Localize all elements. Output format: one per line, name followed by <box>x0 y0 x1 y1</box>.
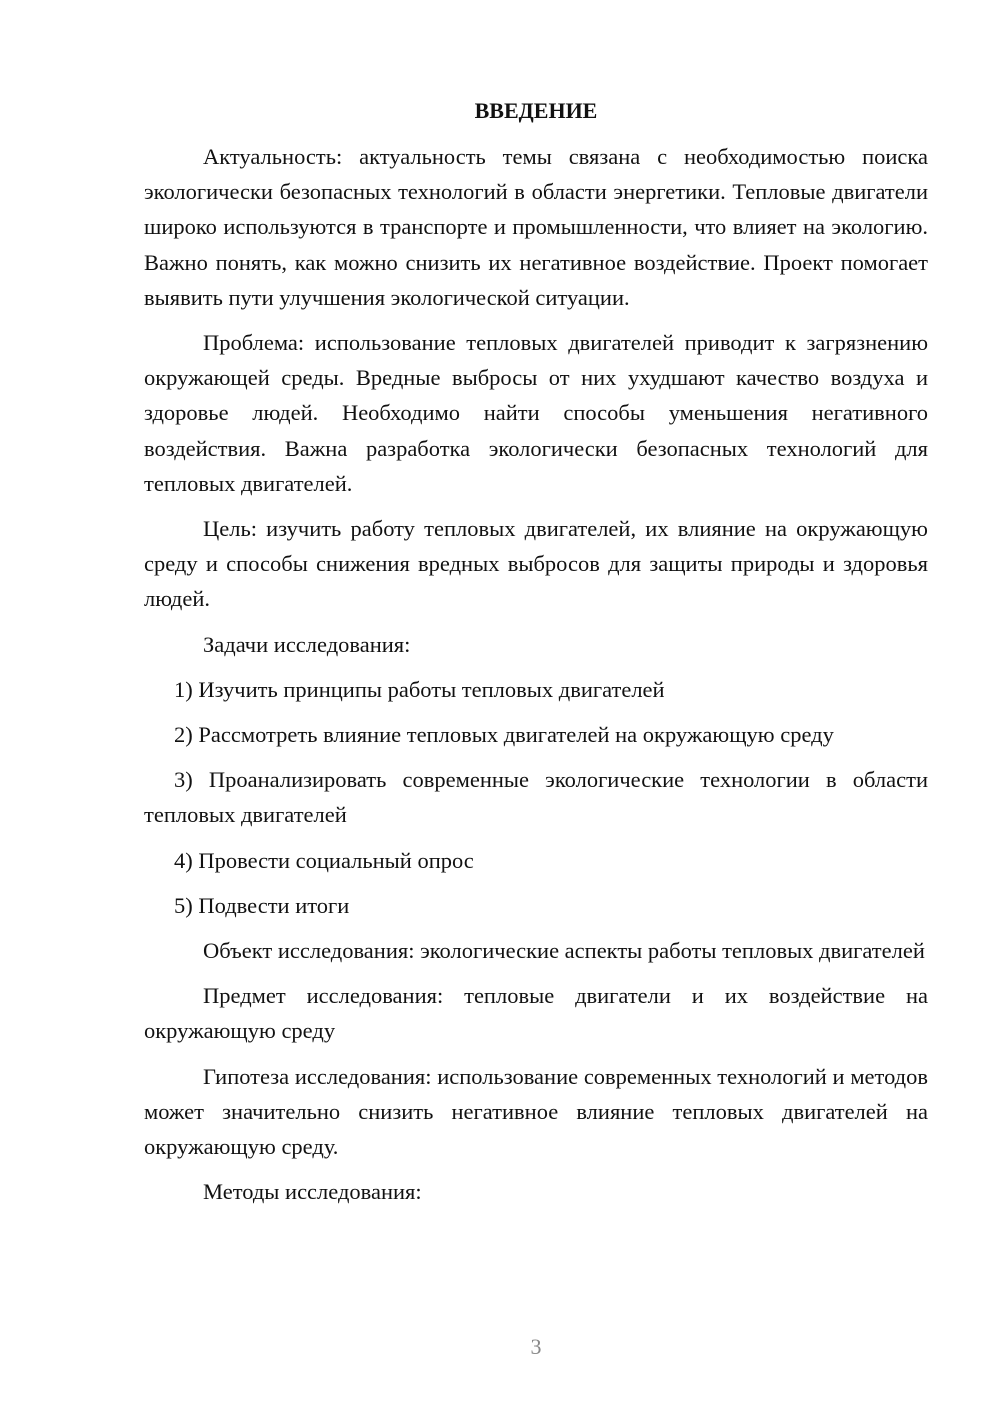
page-content <box>144 96 928 1219</box>
paragraph-subject: Предмет исследования: тепловые двигатели и их воздействие на окружающую среду <box>144 983 928 1044</box>
paragraph-object: Объект исследования: экологические аспекты работы тепловых двигателей <box>203 938 925 964</box>
task-item: 4) Провести социальный опрос <box>174 847 474 873</box>
paragraph-hypothesis: Гипотеза исследования: использование современных технологий и методов может значительно снизить негативное влияние тепловых двигателей на окружающую среду. <box>144 1063 928 1160</box>
paragraph-goal: Цель: изучить работу тепловых двигателей, их влияние на окружающую среду и способы снижения вредных выбросов для защиты природы и здоровья людей. <box>144 516 928 612</box>
task-item: 2) Рассмотреть влияние тепловых двигателей на окружающую среду <box>174 722 834 748</box>
section-heading: ВВЕДЕНИЕ <box>474 98 598 123</box>
task-item: 3) Проанализировать современные экологические технологии в области тепловых двигателей <box>144 767 928 828</box>
paragraph-tasks-heading: Задачи исследования: <box>203 631 411 657</box>
paragraph-methods: Методы исследования: <box>203 1179 422 1205</box>
task-item: 5) Подвести итоги <box>174 892 350 918</box>
task-item: 1) Изучить принципы работы тепловых двигателей <box>174 676 665 702</box>
paragraph-relevance: Актуальность: актуальность темы связана с необходимостью поиска экологически безопасных технологий в области энергетики. Тепловые двигатели широко используются в транспорте и промышленности, что влияет на экологию. Важно понять, как можно снизить их негативное воздействие. Проект помогает выявить пути улучшения экологической ситуации. <box>144 144 928 310</box>
page-number: 3 <box>530 1334 542 1359</box>
paragraph-problem: Проблема: использование тепловых двигателей приводит к загрязнению окружающей среды. Вредные выбросы от них ухудшают качество воздуха и здоровье людей. Необходимо найти способы уменьшения негативного воздействия. Важна разработка экологически безопасных технологий для тепловых двигателей. <box>144 330 928 496</box>
